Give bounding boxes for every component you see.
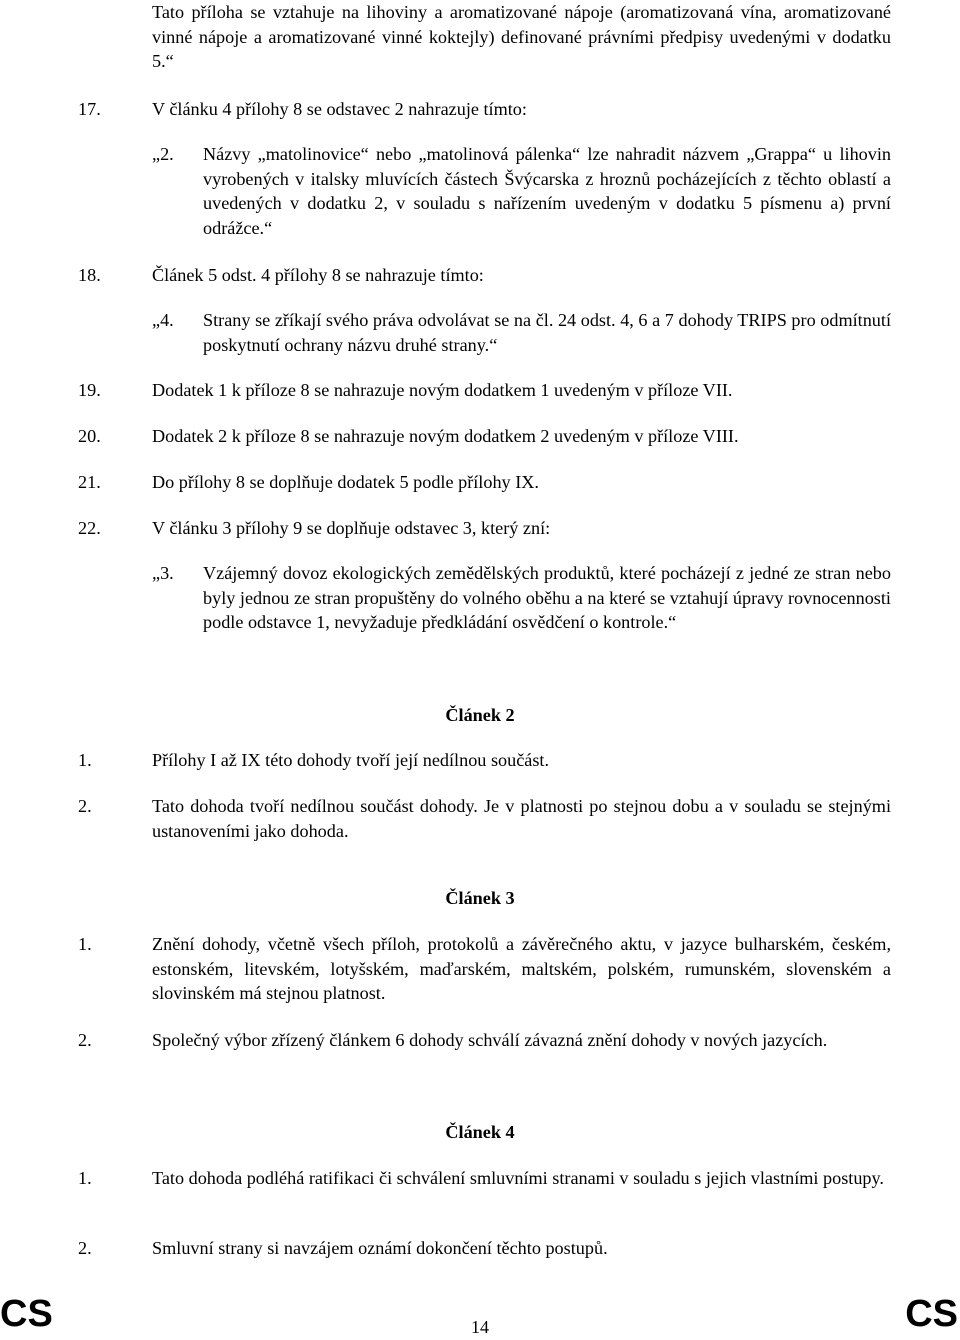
article-heading: Článek 4 [445, 1122, 515, 1142]
paragraph-text: Tato dohoda podléhá ratifikaci či schválení smluvními stranami v souladu s jejich vlastními postupy. [152, 1168, 884, 1188]
paragraph-number: 1. [78, 750, 92, 770]
quoted-text: Vzájemný dovoz ekologických zemědělských produktů, které pocházejí z jedné ze stran nebo byly jednou ze stran propuštěny do volného oběhu a na které se vztahují úpravy rovnocennosti podle odstavce 1, nevyžaduje předkládání osvědčení o kontrole.“ [203, 563, 891, 632]
item-text: Dodatek 1 k příloze 8 se nahrazuje novým dodatkem 1 uvedeným v příloze VII. [152, 380, 733, 400]
paragraph-text: Znění dohody, včetně všech příloh, protokolů a závěrečného aktu, v jazyce bulharském, českém, estonském, litevském, lotyšském, maďarském, maltském, polském, rumunském, slovenském a slovinském má stejnou platnost. [152, 934, 891, 1003]
item-text: Článek 5 odst. 4 přílohy 8 se nahrazuje tímto: [152, 265, 484, 285]
intro-paragraph: Tato příloha se vztahuje na lihoviny a aromatizované nápoje (aromatizovaná vína, aromatizované vinné nápoje a aromatizované vinné koktejly) definované právními předpisy uvedenými v dodatku 5.“ [152, 2, 891, 71]
paragraph-number: 1. [78, 934, 92, 954]
quoted-label: „2. [152, 144, 174, 164]
item-text: Dodatek 2 k příloze 8 se nahrazuje novým dodatkem 2 uvedeným v příloze VIII. [152, 426, 739, 446]
article-heading: Článek 2 [445, 705, 515, 725]
footer-language-code-right: CS [905, 1293, 958, 1335]
item-text: Do přílohy 8 se doplňuje dodatek 5 podle přílohy IX. [152, 472, 539, 492]
item-number: 18. [78, 265, 101, 285]
item-number: 21. [78, 472, 101, 492]
quoted-label: „4. [152, 310, 174, 330]
article-heading: Článek 3 [445, 888, 515, 908]
paragraph-text: Tato dohoda tvoří nedílnou součást dohody. Je v platnosti po stejnou dobu a v souladu se stejnými ustanoveními jako dohoda. [152, 796, 891, 841]
quoted-label: „3. [152, 563, 174, 583]
paragraph-number: 2. [78, 1238, 92, 1258]
footer-language-code-left: CS [0, 1293, 53, 1335]
paragraph-number: 2. [78, 796, 92, 816]
item-number: 19. [78, 380, 101, 400]
quoted-text: Strany se zříkají svého práva odvolávat se na čl. 24 odst. 4, 6 a 7 dohody TRIPS pro odmítnutí poskytnutí ochrany názvu druhé strany.“ [203, 310, 891, 355]
paragraph-number: 1. [78, 1168, 92, 1188]
item-text: V článku 4 přílohy 8 se odstavec 2 nahrazuje tímto: [152, 99, 527, 119]
page-number: 14 [471, 1317, 489, 1337]
paragraph-text: Přílohy I až IX této dohody tvoří její nedílnou součást. [152, 750, 550, 770]
paragraph-text: Smluvní strany si navzájem oznámí dokončení těchto postupů. [152, 1238, 608, 1258]
paragraph-number: 2. [78, 1030, 92, 1050]
quoted-text: Názvy „matolinovice“ nebo „matolinová pálenka“ lze nahradit názvem „Grappa“ u lihovin vyrobených v italsky mluvících částech Švýcarska z hroznů pocházejících z těchto oblastí a uvedených v dodatku 2, v souladu s nařízením uvedeným v dodatku 5 písmenu a) první odrážce.“ [203, 144, 891, 238]
item-text: V článku 3 přílohy 9 se doplňuje odstavec 3, který zní: [152, 518, 551, 538]
item-number: 20. [78, 426, 101, 446]
paragraph-text: Společný výbor zřízený článkem 6 dohody schválí závazná znění dohody v nových jazycích. [152, 1030, 828, 1050]
item-number: 22. [78, 518, 101, 538]
item-number: 17. [78, 99, 101, 119]
